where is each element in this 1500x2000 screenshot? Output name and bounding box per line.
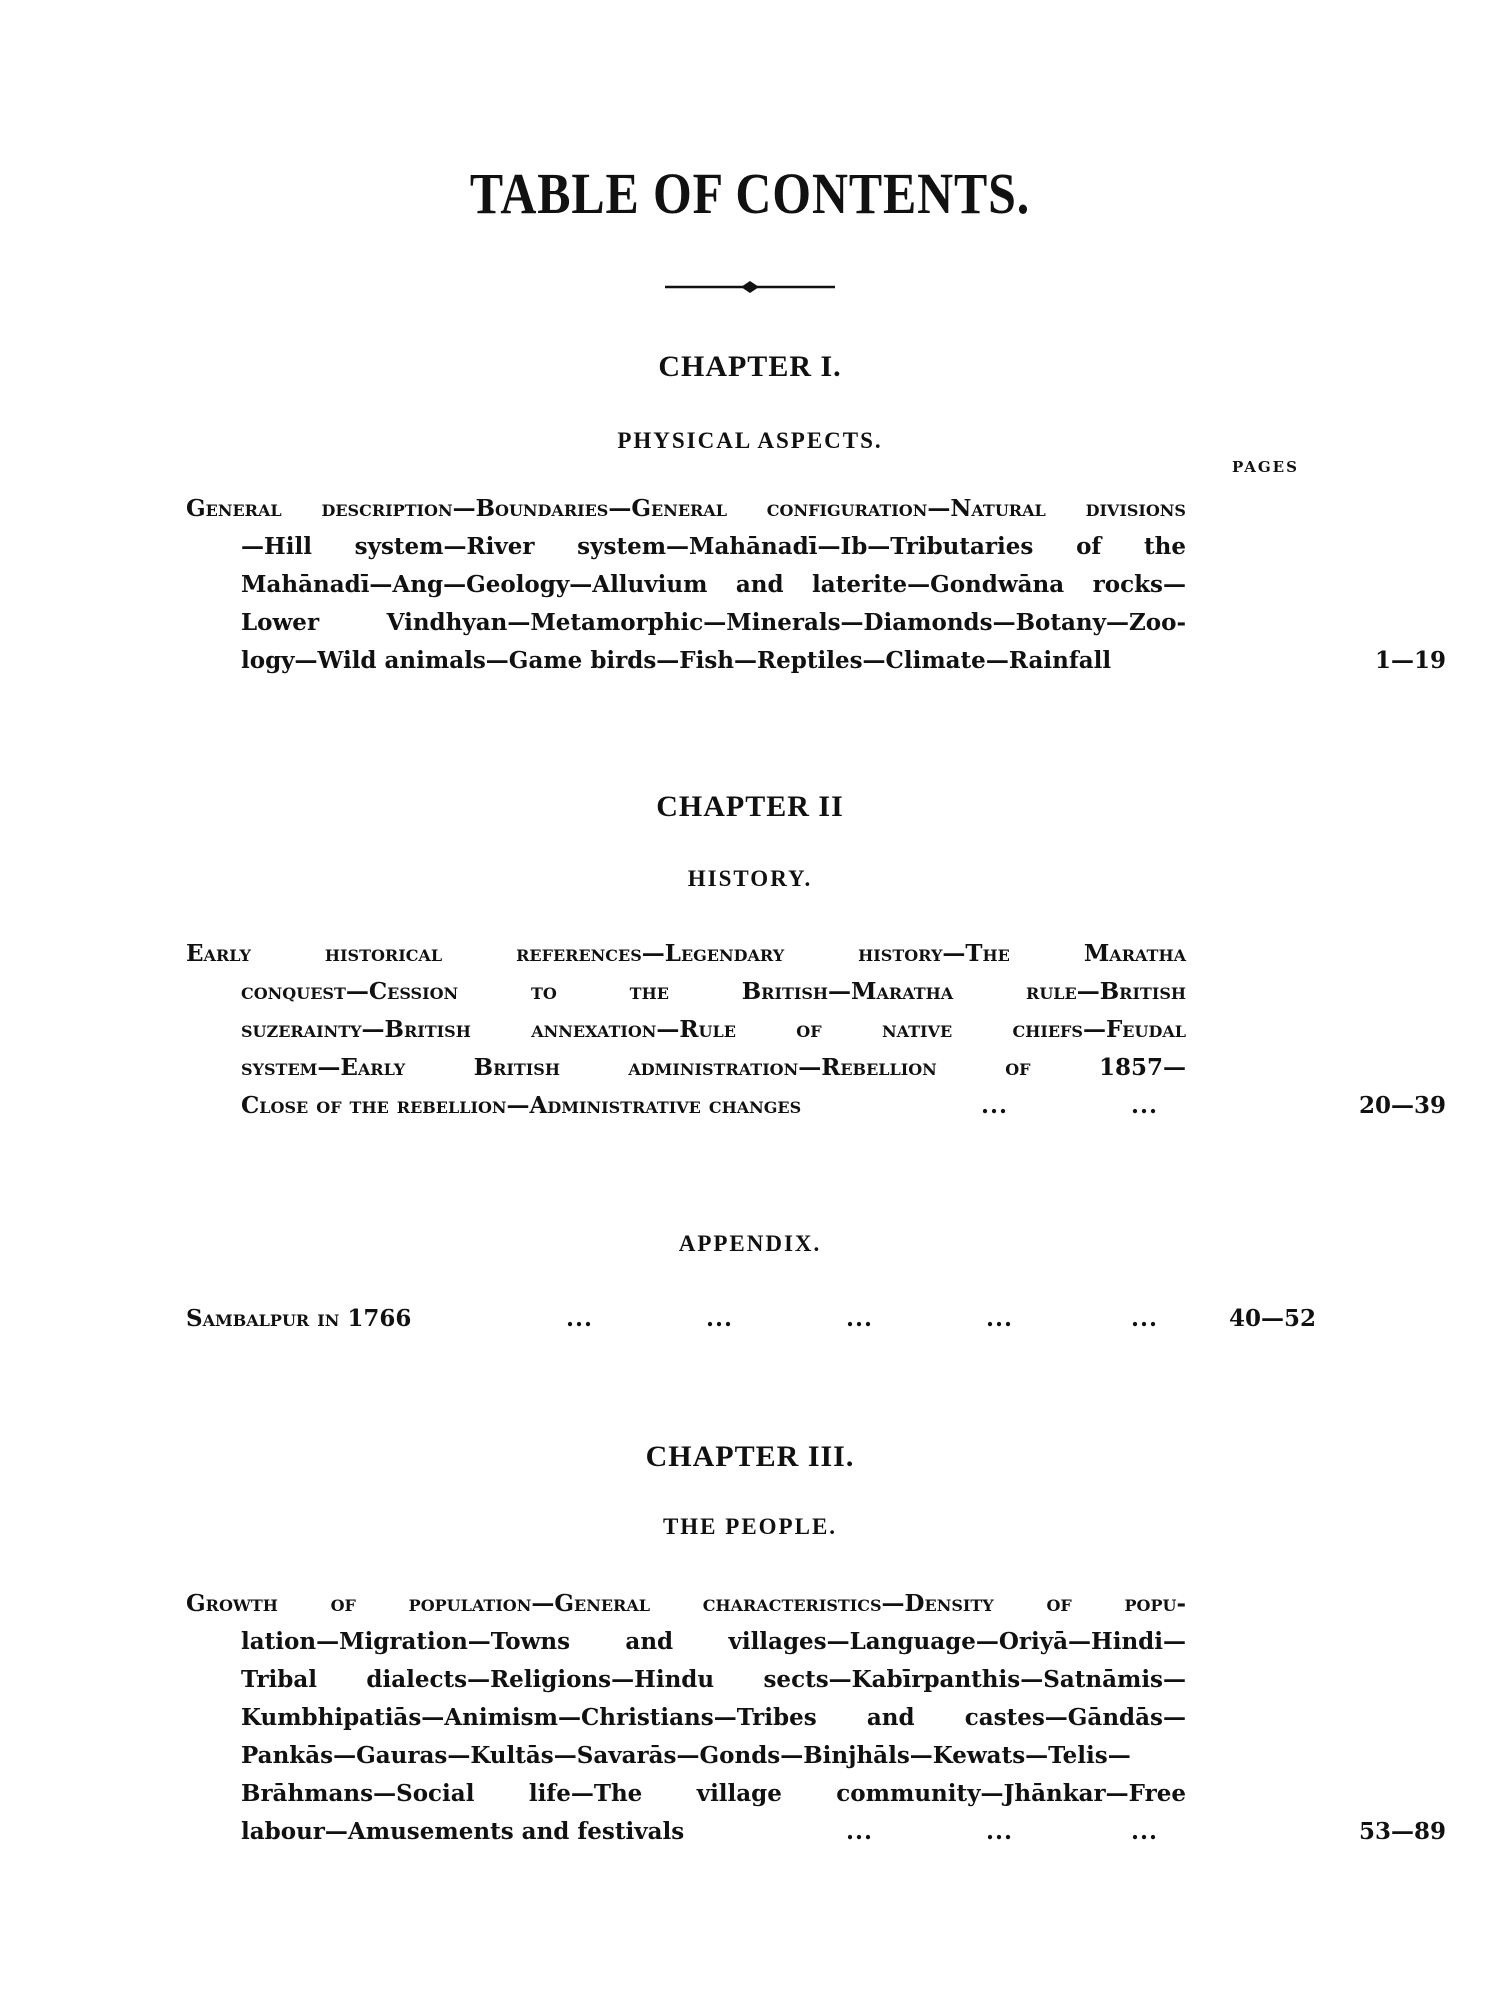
entry-line: —Hill system—River system—Mahānadī—Ib—Tributaries of the <box>241 533 1186 560</box>
chapter-1-heading: CHAPTER I. <box>658 350 842 383</box>
chapter-3-subheading: THE PEOPLE. <box>662 1514 838 1539</box>
leader-dots: ... <box>846 1305 874 1332</box>
leader-dots: ... <box>846 1818 874 1845</box>
entry-line: Mahānadī—Ang—Geology—Alluvium and laterite—Gondwāna rocks— <box>241 571 1186 598</box>
chapter-1-entry <box>186 490 1446 680</box>
page-range: 40—52 <box>1228 1305 1316 1332</box>
entry-line: conquest—Cession to the British—Maratha rule—British <box>241 978 1186 1005</box>
page-range: 53—89 <box>1358 1818 1446 1845</box>
chapter-3-heading: CHAPTER III. <box>645 1440 855 1473</box>
leader-dots: ... <box>986 1305 1014 1332</box>
page-title: TABLE OF CONTENTS. <box>469 161 1031 226</box>
leader-dots: ... <box>706 1305 734 1332</box>
entry-line: logy—Wild animals—Game birds—Fish—Reptiles—Climate—Rainfall 1—19 <box>186 642 1316 680</box>
entry-line: Lower Vindhyan—Metamorphic—Minerals—Diamonds—Botany—Zoo- <box>241 609 1186 636</box>
chapter-3-entry <box>186 1585 1446 1851</box>
entry-line: Early historical references—Legendary history—The Maratha <box>186 940 1186 967</box>
entry-line: labour—Amusements and festivals ... ... ... 53—89 <box>186 1813 1316 1851</box>
page-range: 20—39 <box>1358 1092 1446 1119</box>
page-range: 1—19 <box>1374 647 1446 674</box>
entry-line: Brāhmans—Social life—The village community—Jhānkar—Free <box>241 1780 1186 1807</box>
entry-line: General description—Boundaries—General configuration—Natural divisions <box>186 495 1186 522</box>
entry-line: Pankās—Gauras—Kultās—Savarās—Gonds—Binjhāls—Kewats—Telis— <box>241 1742 1131 1769</box>
entry-line: Kumbhipatiās—Animism—Christians—Tribes and castes—Gāndās— <box>241 1704 1186 1731</box>
appendix-entry <box>186 1300 1316 1338</box>
leader-dots: ... <box>986 1818 1014 1845</box>
leader-dots: ... <box>981 1092 1009 1119</box>
entry-line: Close of the rebellion—Administrative changes ... ... 20—39 <box>186 1087 1316 1125</box>
chapter-2-entry <box>186 935 1446 1125</box>
entry-line: Tribal dialects—Religions—Hindu sects—Kabīrpanthis—Satnāmis— <box>241 1666 1186 1693</box>
leader-dots: ... <box>566 1305 594 1332</box>
appendix-heading: APPENDIX. <box>678 1231 822 1256</box>
leader-dots: ... <box>1131 1305 1159 1332</box>
chapter-1-subheading: PHYSICAL ASPECTS. <box>617 428 883 453</box>
entry-line: Growth of population—General characteristics—Density of popu- <box>186 1590 1186 1617</box>
chapter-2-subheading: HISTORY. <box>687 866 813 891</box>
entry-line: Sambalpur in 1766 ... ... ... ... ... 40—52 <box>186 1300 1316 1338</box>
entry-line: lation—Migration—Towns and villages—Language—Oriyā—Hindi— <box>241 1628 1186 1655</box>
leader-dots: ... <box>1131 1818 1159 1845</box>
leader-dots: ... <box>1131 1092 1159 1119</box>
ornament-rule <box>665 277 835 297</box>
entry-line: system—Early British administration—Rebellion of 1857— <box>241 1054 1186 1081</box>
entry-line: suzerainty—British annexation—Rule of native chiefs—Feudal <box>241 1016 1186 1043</box>
pages-column-header: PAGES <box>1232 458 1299 476</box>
chapter-2-heading: CHAPTER II <box>656 790 844 823</box>
